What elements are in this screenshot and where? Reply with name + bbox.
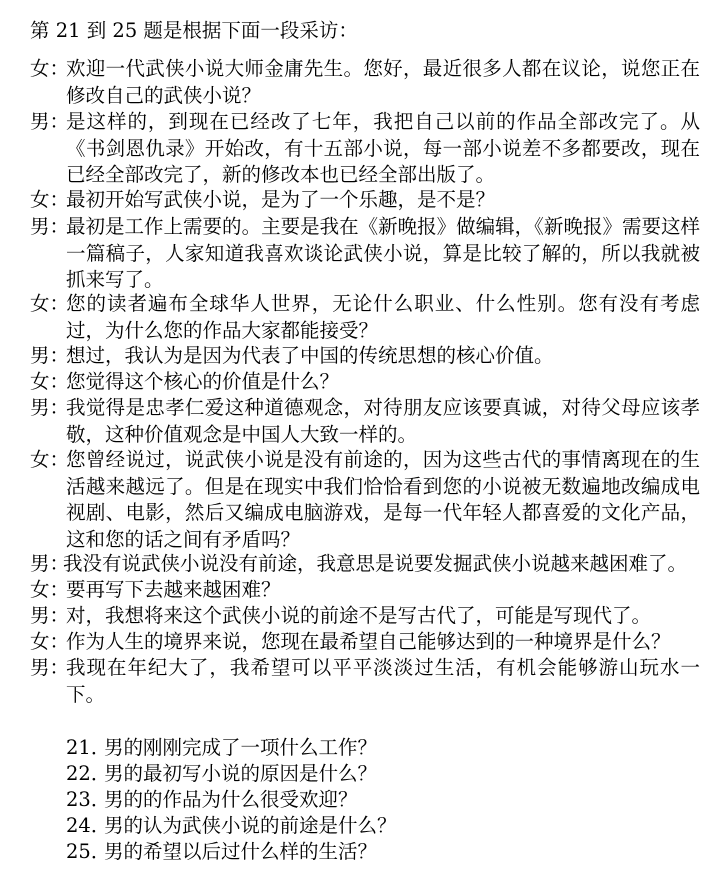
question-item — [66, 736, 377, 760]
dialogue-turn — [30, 629, 700, 656]
dialogue-text: 我没有说武侠小说没有前途，我意思是说要发掘武侠小说越来越困难了。 — [63, 552, 688, 575]
speaker-label: 女： — [30, 188, 70, 211]
question-text: 男的希望以后过什么样的生活？ — [104, 840, 378, 863]
section-title: 第 21 到 25 题是根据下面一段采访： — [30, 19, 358, 42]
speaker-label: 男： — [30, 604, 70, 627]
speaker-label: 女： — [30, 578, 70, 601]
dialogue-text: 是这样的，到现在已经改了七年，我把自己以前的作品全部改完了。从《书剑恩仇录》开始改，有十五部小说，每一部小说差不多都要改，现在已经全部改完了，新的修改本也已经全部出版了。 — [66, 110, 700, 186]
dialogue-turn — [30, 551, 700, 578]
question-number: 23． — [66, 788, 111, 811]
dialogue-text: 欢迎一代武侠小说大师金庸先生。您好，最近很多人都在议论，说您正在修改自己的武侠小说？ — [66, 57, 700, 107]
speaker-label: 男： — [30, 344, 70, 367]
dialogue-turn — [30, 577, 700, 604]
dialogue-turn — [30, 655, 700, 708]
speaker-label: 男： — [30, 552, 70, 575]
speaker-label: 男： — [30, 110, 70, 133]
dialogue-text: 您曾经说过，说武侠小说是没有前途的，因为这些古代的事情离现在的生活越来越远了。但是在现实中我们恰恰看到您的小说被无数遍地改编成电视剧、电影，然后又编成电脑游戏，是每一代年轻人都喜爱的文化产品，这和您的话之间有矛盾吗？ — [66, 448, 700, 551]
speaker-label: 女： — [30, 448, 70, 471]
dialogue-turn — [30, 214, 700, 294]
question-number: 21． — [66, 736, 111, 759]
dialogue-text: 我觉得是忠孝仁爱这种道德观念，对待朋友应该要真诚，对待父母应该孝敬，这种价值观念是中国人大致一样的。 — [66, 396, 700, 446]
dialogue-turn — [30, 291, 700, 344]
dialogue-text: 作为人生的境界来说，您现在最希望自己能够达到的一种境界是什么？ — [66, 630, 671, 653]
question-item — [66, 840, 377, 864]
dialogue-text: 最初是工作上需要的。主要是我在《新晚报》做编辑，《新晚报》需要这样一篇稿子，人家知道我喜欢谈论武侠小说，算是比较了解的，所以我就被抓来写了。 — [66, 215, 700, 291]
question-text: 男的最初写小说的原因是什么？ — [104, 762, 378, 785]
question-text: 男的刚刚完成了一项什么工作？ — [104, 736, 378, 759]
speaker-label: 男： — [30, 656, 70, 679]
question-item — [66, 814, 397, 838]
speaker-label: 男： — [30, 215, 70, 238]
dialogue-turn — [30, 447, 700, 553]
dialogue-text: 最初开始写武侠小说，是为了一个乐趣，是不是？ — [66, 188, 496, 211]
question-number: 22． — [66, 762, 111, 785]
dialogue-text: 我现在年纪大了，我希望可以平平淡淡过生活，有机会能够游山玩水一下。 — [66, 656, 700, 706]
speaker-label: 女： — [30, 370, 70, 393]
question-item — [66, 788, 358, 812]
question-number: 24． — [66, 814, 111, 837]
dialogue-turn — [30, 109, 700, 189]
dialogue-turn — [30, 343, 700, 370]
dialogue-turn — [30, 603, 700, 630]
dialogue-turn — [30, 56, 700, 109]
question-number: 25． — [66, 840, 111, 863]
speaker-label: 男： — [30, 396, 70, 419]
question-item — [66, 762, 377, 786]
dialogue-turn — [30, 187, 700, 214]
dialogue-text: 您的读者遍布全球华人世界，无论什么职业、什么性别。您有没有考虑过，为什么您的作品大家都能接受？ — [66, 292, 700, 342]
dialogue-text: 想过，我认为是因为代表了中国的传统思想的核心价值。 — [66, 344, 554, 367]
dialogue-text: 对，我想将来这个武侠小说的前途不是写古代了，可能是写现代了。 — [66, 604, 652, 627]
question-text: 男的认为武侠小说的前途是什么？ — [104, 814, 397, 837]
question-text: 男的的作品为什么很受欢迎？ — [104, 788, 358, 811]
dialogue-turn — [30, 395, 700, 448]
dialogue-text: 您觉得这个核心的价值是什么？ — [66, 370, 340, 393]
speaker-label: 女： — [30, 57, 70, 80]
speaker-label: 女： — [30, 630, 70, 653]
speaker-label: 女： — [30, 292, 70, 315]
dialogue-turn — [30, 369, 700, 396]
dialogue-text: 要再写下去越来越困难？ — [66, 578, 281, 601]
